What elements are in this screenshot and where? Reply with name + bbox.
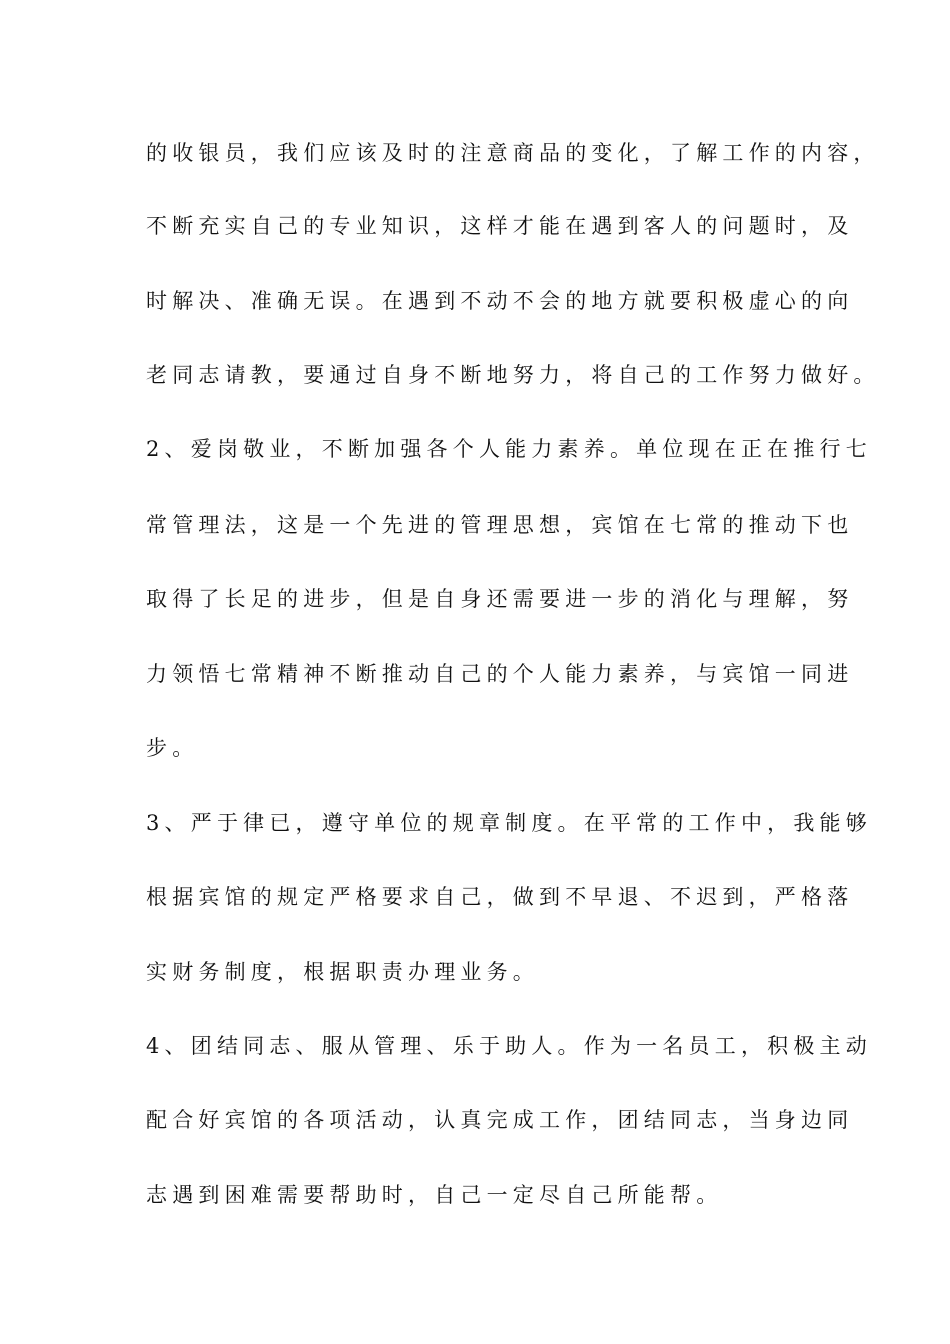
text-line: 志遇到困难需要帮助时，自己一定尽自己所能帮。 [146, 1183, 723, 1207]
text-line: 3、严于律已，遵守单位的规章制度。在平常的工作中，我能够 [146, 811, 872, 835]
text-line: 4、团结同志、服从管理、乐于助人。作为一名员工，积极主动 [146, 1034, 872, 1058]
text-line: 2、爱岗敬业，不断加强各个人能力素养。单位现在正在推行七 [146, 437, 872, 461]
text-line: 常管理法，这是一个先进的管理思想，宾馆在七常的推动下也 [146, 513, 854, 537]
text-line: 力领悟七常精神不断推动自己的个人能力素养，与宾馆一同进 [146, 662, 854, 686]
text-line: 根据宾馆的规定严格要求自己，做到不早退、不迟到，严格落 [146, 885, 854, 909]
text-line: 实财务制度，根据职责办理业务。 [146, 960, 539, 984]
text-line: 配合好宾馆的各项活动，认真完成工作，团结同志，当身边同 [146, 1108, 854, 1132]
text-line: 步。 [146, 736, 199, 760]
text-line: 不断充实自己的专业知识，这样才能在遇到客人的问题时，及 [146, 214, 854, 238]
text-line: 时解决、准确无误。在遇到不动不会的地方就要积极虚心的向 [146, 289, 854, 313]
text-line: 的收银员，我们应该及时的注意商品的变化，了解工作的内容， [146, 141, 880, 165]
text-line: 取得了长足的进步，但是自身还需要进一步的消化与理解，努 [146, 587, 854, 611]
text-line: 老同志请教，要通过自身不断地努力，将自己的工作努力做好。 [146, 363, 880, 387]
